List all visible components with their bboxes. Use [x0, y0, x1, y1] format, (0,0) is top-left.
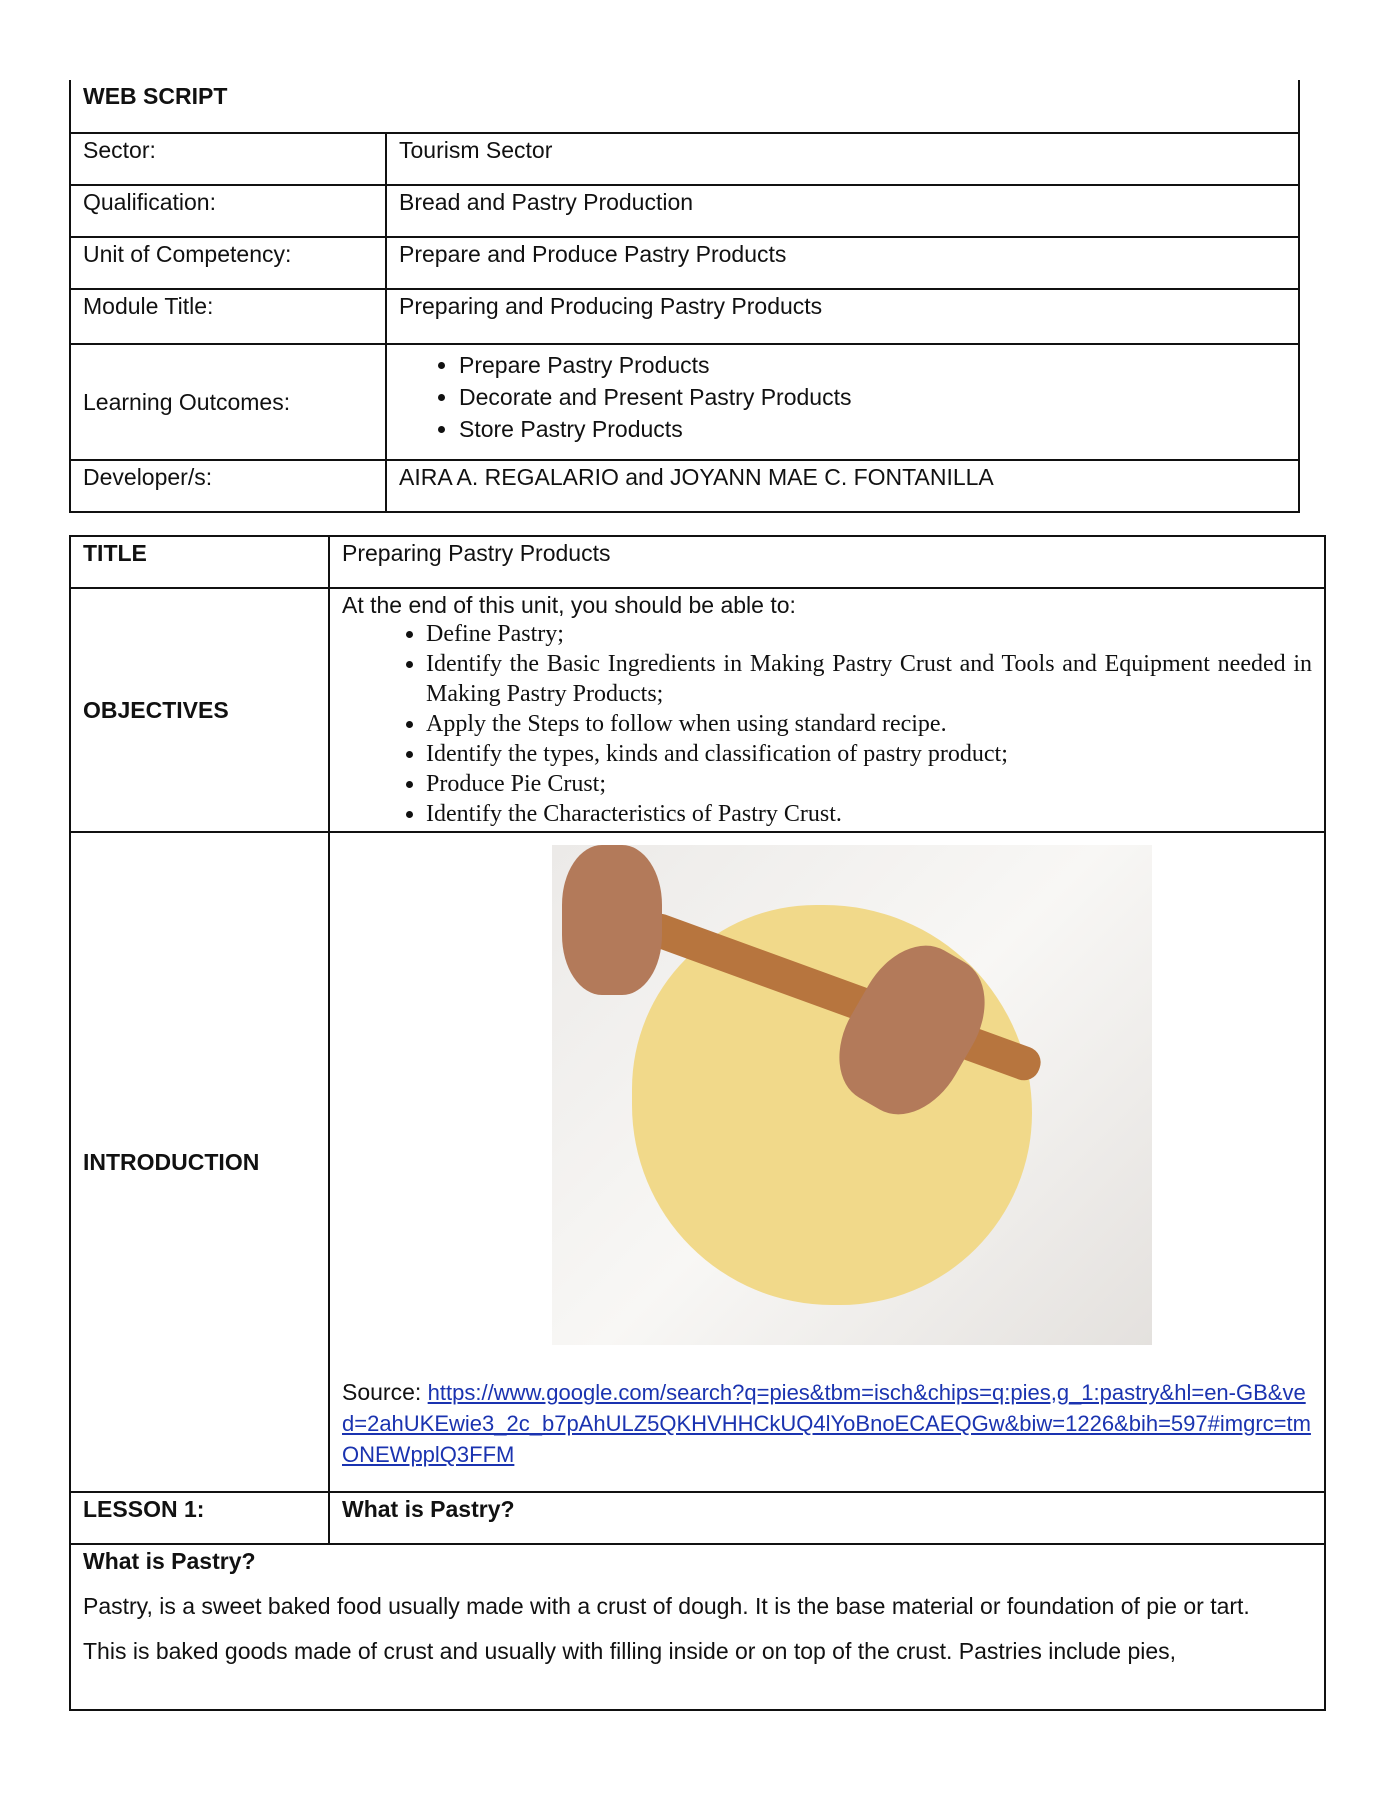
outcomes-label: Learning Outcomes: — [70, 344, 386, 460]
objectives-label: OBJECTIVES — [83, 697, 229, 723]
objective-item: • Define Pastry; — [426, 619, 1312, 649]
web-script-table — [69, 80, 1300, 513]
outcome-item: • Decorate and Present Pastry Products — [459, 381, 1286, 413]
lesson-table — [69, 535, 1326, 1711]
section-heading: What is Pastry? — [83, 1548, 256, 1574]
outcome-item: • Store Pastry Products — [459, 413, 1286, 445]
objective-item: • Identify the types, kinds and classification of pastry product; — [426, 739, 1312, 769]
source-label: Source: — [342, 1379, 422, 1405]
lesson-label: LESSON 1: — [83, 1496, 205, 1522]
objectives-intro: At the end of this unit, you should be able to: — [342, 592, 796, 618]
pastry-dough-image — [552, 845, 1152, 1345]
lesson-title: What is Pastry? — [342, 1496, 515, 1522]
web-script-heading: WEB SCRIPT — [83, 83, 228, 109]
developers-label: Developer/s: — [70, 460, 386, 512]
sector-value: Tourism Sector — [386, 133, 1299, 185]
source-link[interactable]: https://www.google.com/search?q=pies&tbm=isch&chips=q:pies,g_1:pastry&hl=en-GB&ved=2ahUKEwie3_2c_b7pAhULZ5QKHVHHCkUQ4lYoBnoECAEQGw&biw=1226&bih=597#imgrc=tmONEWpplQ3FFM — [342, 1380, 1311, 1467]
outcomes-list — [399, 349, 1286, 445]
qualification-label: Qualification: — [70, 185, 386, 237]
unit-value: Prepare and Produce Pastry Products — [386, 237, 1299, 289]
introduction-label: INTRODUCTION — [83, 1149, 260, 1175]
outcome-item: • Prepare Pastry Products — [459, 349, 1286, 381]
objectives-list — [342, 619, 1312, 829]
developers-value: AIRA A. REGALARIO and JOYANN MAE C. FONTANILLA — [386, 460, 1299, 512]
module-title-label: Module Title: — [70, 289, 386, 344]
paragraph: This is baked goods made of crust and usually with filling inside or on top of the crust. Pastries include pies, — [83, 1638, 1177, 1664]
qualification-value: Bread and Pastry Production — [386, 185, 1299, 237]
objective-item: • Apply the Steps to follow when using standard recipe. — [426, 709, 1312, 739]
sector-label: Sector: — [70, 133, 386, 185]
paragraph: Pastry, is a sweet baked food usually made with a crust of dough. It is the base material or foundation of pie or tart. — [83, 1593, 1250, 1619]
title-value: Preparing Pastry Products — [329, 536, 1325, 588]
title-label: TITLE — [83, 540, 147, 566]
objective-item: • Identify the Characteristics of Pastry Crust. — [426, 799, 1312, 829]
objective-item: • Produce Pie Crust; — [426, 769, 1312, 799]
objective-item: • Identify the Basic Ingredients in Making Pastry Crust and Tools and Equipment needed in Making Pastry Products; — [426, 649, 1312, 709]
module-title-value: Preparing and Producing Pastry Products — [386, 289, 1299, 344]
unit-label: Unit of Competency: — [70, 237, 386, 289]
